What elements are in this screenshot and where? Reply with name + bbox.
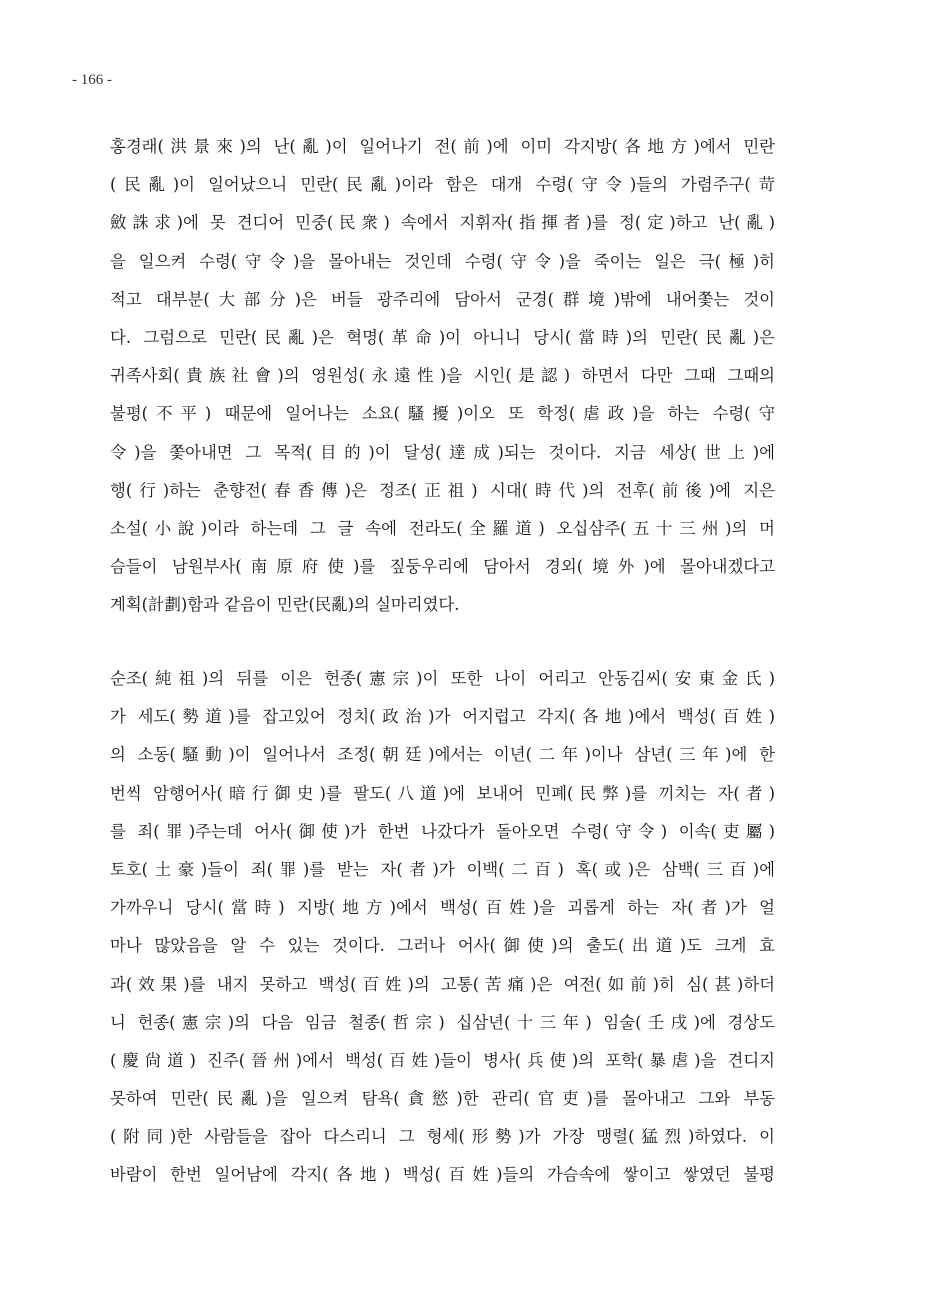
page-number: - 166 - (72, 72, 112, 88)
text-line: 소설(小說)이라 하는데 그 글 속에 전라도(全羅道) 오십삼주(五十三州)의 머 (110, 518, 775, 538)
text-line: (民亂)이 일어났으니 민란(民亂)이라 함은 대개 수령(守令)들의 가렴주구(苛 (110, 175, 775, 195)
text-line: 斂誅求)에 못 견디어 민중(民衆) 속에서 지휘자(指揮者)를 정(定)하고 난(亂) (110, 213, 775, 233)
text-line: 행(行)하는 춘향전(春香傳)은 정조(正祖) 시대(時代)의 전후(前後)에 지은 (110, 480, 775, 500)
text-line: 가까우니 당시(當時) 지방(地方)에서 백성(百姓)을 괴롭게 하는 자(者)가 얼 (110, 898, 775, 918)
text-line: 바람이 한번 일어남에 각지(各地) 백성(百姓)들의 가슴속에 쌓이고 쌓였던 불평 (110, 1165, 775, 1185)
paragraph-2 (110, 660, 775, 1195)
paragraph-1 (110, 128, 775, 624)
text-line: 의 소동(騷動)이 일어나서 조정(朝廷)에서는 이년(二年)이나 삼년(三年)에 한 (110, 745, 775, 765)
text-line: 다. 그럼으로 민란(民亂)은 혁명(革命)이 아니니 당시(當時)의 민란(民亂)은 (110, 327, 775, 347)
text-line: 슴들이 남원부사(南原府使)를 짚둥우리에 담아서 경외(境外)에 몰아내겠다고 (110, 557, 775, 577)
text-line: 번씩 암행어사(暗行御史)를 팔도(八道)에 보내어 민폐(民弊)를 끼치는 자(者) (110, 783, 775, 803)
text-line: 계획(計劃)함과 같음이 민란(民亂)의 실마리였다. (110, 595, 460, 615)
text-line: 마나 많았음을 알 수 있는 것이다. 그러나 어사(御使)의 출도(出道)도 크게 효 (110, 936, 775, 956)
text-line: 를 죄(罪)주는데 어사(御使)가 한번 나갔다가 돌아오면 수령(守令) 이속(吏屬) (110, 821, 775, 841)
text-line: (慶尙道) 진주(晉州)에서 백성(百姓)들이 병사(兵使)의 포학(暴虐)을 견디지 (110, 1050, 775, 1070)
text-line: 을 일으켜 수령(守令)을 몰아내는 것인데 수령(守令)을 죽이는 일은 극(極)히 (110, 251, 775, 271)
text-line: 가 세도(勢道)를 잡고있어 정치(政治)가 어지럽고 각지(各地)에서 백성(百姓) (110, 707, 775, 727)
text-line: 불평(不平) 때문에 일어나는 소요(騷擾)이오 또 학정(虐政)을 하는 수령(守 (110, 404, 775, 424)
text-line: 니 헌종(憲宗)의 다음 임금 철종(哲宗) 십삼년(十三年) 임술(壬戌)에 경상도 (110, 1012, 775, 1032)
text-line: 과(效果)를 내지 못하고 백성(百姓)의 고통(苦痛)은 여전(如前)히 심(甚)하더 (110, 974, 775, 994)
text-line: 홍경래(洪景來)의 난(亂)이 일어나기 전(前)에 이미 각지방(各地方)에서 민란 (110, 137, 775, 156)
text-line: 순조(純祖)의 뒤를 이은 헌종(憲宗)이 또한 나이 어리고 안동김씨(安東金氏) (110, 669, 775, 688)
text-line: 적고 대부분(大部分)은 버들 광주리에 담아서 군경(群境)밖에 내어쫓는 것이 (110, 289, 775, 309)
text-line: 토호(土豪)들이 죄(罪)를 받는 자(者)가 이백(二百) 혹(或)은 삼백(三百)에 (110, 859, 775, 879)
text-line: (附同)한 사람들을 잡아 다스리니 그 형세(形勢)가 가장 맹렬(猛烈)하였다. 이 (110, 1127, 775, 1147)
text-line: 귀족사회(貴族社會)의 영원성(永遠性)을 시인(是認) 하면서 다만 그때 그때의 (110, 366, 775, 386)
text-line: 令)을 쫓아내면 그 목적(目的)이 달성(達成)되는 것이다. 지금 세상(世上)에 (110, 442, 775, 462)
text-line: 못하여 민란(民亂)을 일으켜 탐욕(貪慾)한 관리(官吏)를 몰아내고 그와 부동 (110, 1089, 775, 1109)
